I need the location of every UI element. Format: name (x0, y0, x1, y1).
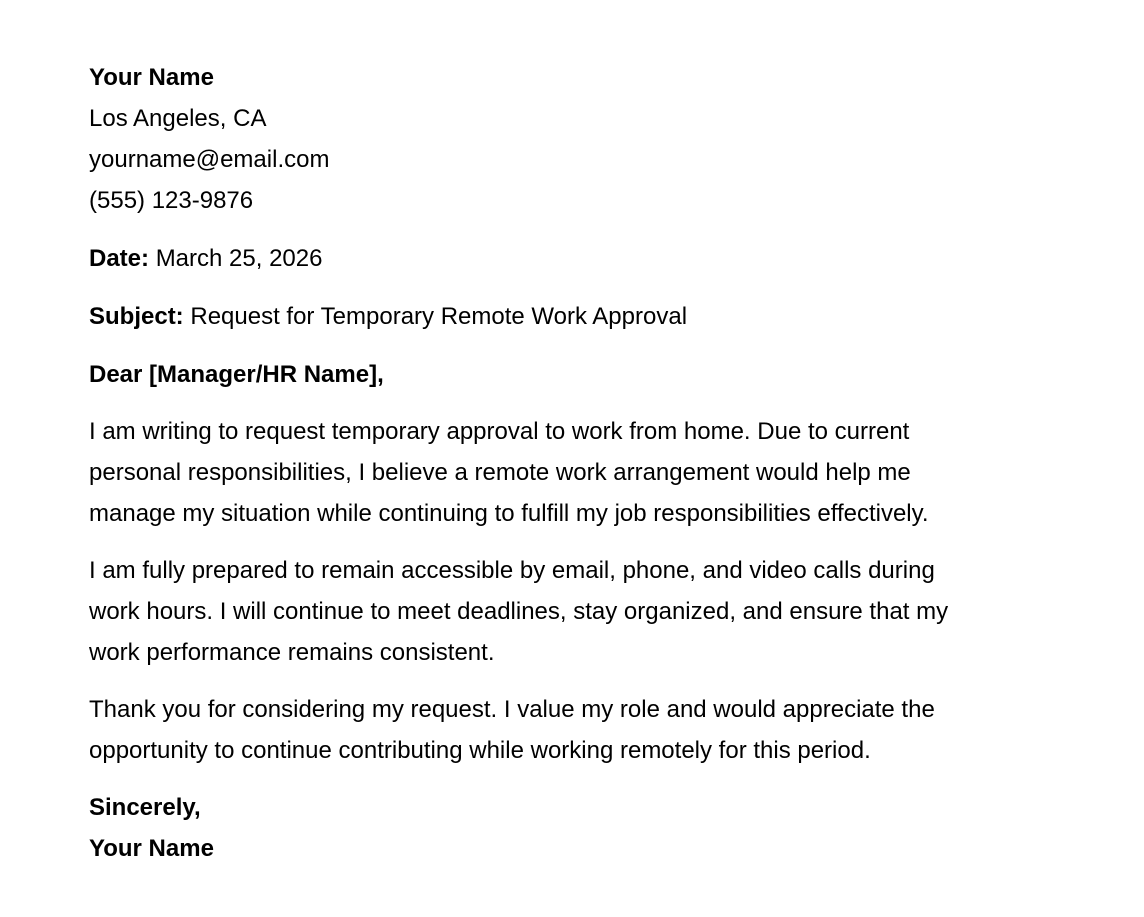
paragraph-line: I am writing to request temporary approval to work from home. Due to current (89, 418, 910, 445)
sender-location: Los Angeles, CA (89, 105, 267, 132)
sender-name: Your Name (89, 64, 214, 91)
body-paragraph-2 (89, 550, 1079, 673)
paragraph-line: Thank you for considering my request. I value my role and would appreciate the (89, 696, 935, 723)
signature-name: Your Name (89, 835, 214, 862)
paragraph-line: opportunity to continue contributing while working remotely for this period. (89, 737, 871, 764)
subject-line (89, 296, 1079, 337)
sender-phone: (555) 123-9876 (89, 187, 254, 214)
paragraph-line: work hours. I will continue to meet deadlines, stay organized, and ensure that my (89, 598, 949, 625)
paragraph-line: manage my situation while continuing to fulfill my job responsibilities effectively. (89, 500, 929, 527)
paragraph-line: I am fully prepared to remain accessible by email, phone, and video calls during (89, 557, 935, 584)
body-paragraph-1 (89, 411, 1079, 534)
date-value: March 25, 2026 (155, 245, 323, 272)
sender-email: yourname@email.com (89, 146, 330, 173)
salutation: Dear [Manager/HR Name], (89, 361, 384, 388)
closing-block (89, 787, 1079, 869)
paragraph-line: work performance remains consistent. (89, 639, 495, 666)
sender-block (89, 57, 1079, 221)
letter-document (89, 57, 1079, 869)
date-label: Date: (89, 245, 150, 272)
paragraph-line: personal responsibilities, I believe a remote work arrangement would help me (89, 459, 911, 486)
body-paragraph-3 (89, 689, 1079, 771)
subject-label: Subject: (89, 303, 184, 330)
valediction: Sincerely, (89, 794, 201, 821)
date-line (89, 238, 1079, 279)
subject-value: Request for Temporary Remote Work Approval (190, 303, 688, 330)
